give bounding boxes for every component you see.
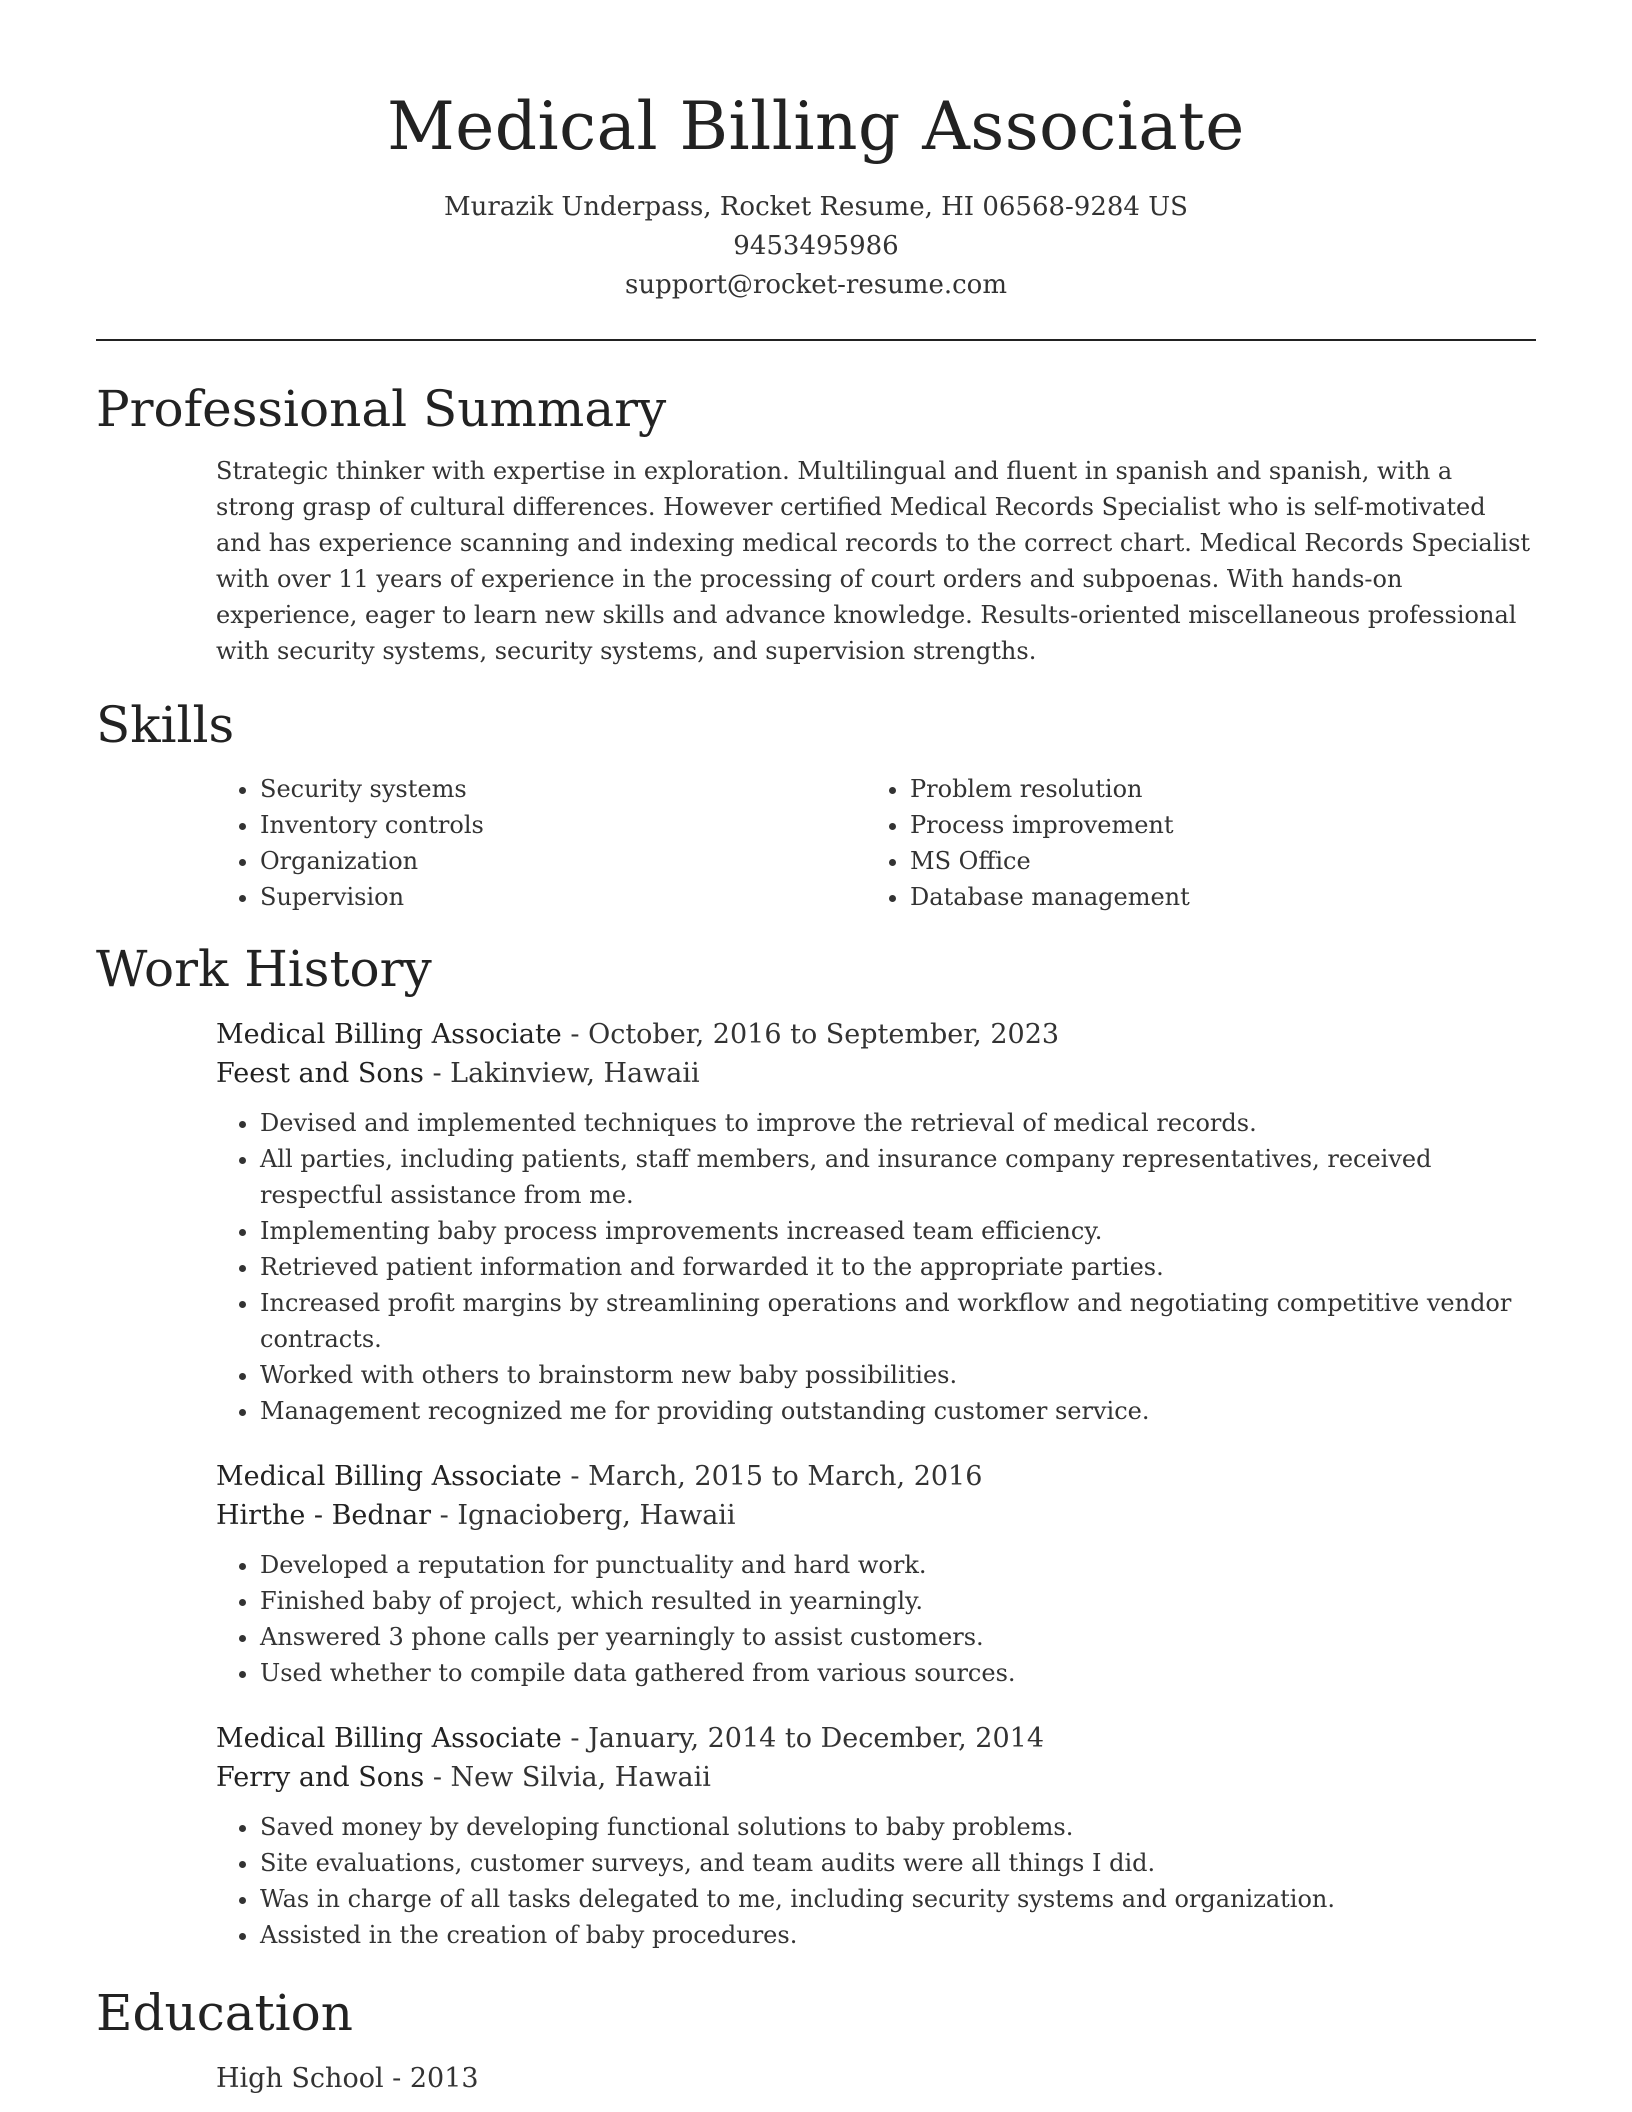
job-company: Hirthe - Bednar [216, 1500, 432, 1531]
job-entry [216, 1719, 1536, 1953]
job-dates: - October, 2016 to September, 2023 [561, 1019, 1060, 1050]
job-bullet: • Saved money by developing functional solutions to baby problems. [260, 1809, 1536, 1845]
job-dates: - March, 2015 to March, 2016 [561, 1461, 983, 1492]
job-title: Medical Billing Associate [216, 1019, 562, 1050]
job-entry [216, 1457, 1536, 1691]
job-bullet: • Developed a reputation for punctuality and hard work. [260, 1547, 1536, 1583]
summary-section [96, 377, 1536, 669]
job-company-line [216, 1758, 1536, 1797]
skill-item: • Supervision [260, 879, 866, 915]
job-bullets [216, 1547, 1536, 1691]
skills-grid [216, 771, 1536, 915]
job-company-line [216, 1496, 1536, 1535]
contact-address: Murazik Underpass, Rocket Resume, HI 06568-9284 US [444, 192, 1188, 222]
job-company-line [216, 1054, 1536, 1093]
skills-section [96, 693, 1536, 915]
job-bullet: • Assisted in the creation of baby procedures. [260, 1917, 1536, 1953]
job-bullet: • Worked with others to brainstorm new baby possibilities. [260, 1357, 1536, 1393]
job-bullet: • All parties, including patients, staff members, and insurance company representatives, received respectful assistance from me. [260, 1141, 1536, 1213]
skill-item: • MS Office [910, 843, 1516, 879]
job-bullet: • Site evaluations, customer surveys, and team audits were all things I did. [260, 1845, 1536, 1881]
job-location: - Lakinview, Hawaii [423, 1058, 700, 1089]
resume-name: Medical Billing Associate [387, 88, 1245, 165]
skill-item: • Problem resolution [910, 771, 1516, 807]
summary-text: Strategic thinker with expertise in exploration. Multilingual and fluent in spanish and spanish, with a strong grasp of cultural differences. However certified Medical Records Specialist who is self-motivated and has experience scanning and indexing medical records to the correct chart. Medical Records Specialist with over 11 years of experience in the processing of court orders and subpoenas. With hands-on experience, eager to learn new skills and advance knowledge. Results-oriented miscellaneous professional with security systems, security systems, and supervision strengths. [216, 457, 1531, 665]
job-dates: - January, 2014 to December, 2014 [561, 1723, 1044, 1754]
job-bullet: • Retrieved patient information and forwarded it to the appropriate parties. [260, 1249, 1536, 1285]
summary-title: Professional Summary [96, 380, 667, 438]
job-bullet: • Management recognized me for providing outstanding customer service. [260, 1393, 1536, 1429]
work-history-section [96, 937, 1536, 1953]
skills-column-right [866, 771, 1516, 915]
skill-item: • Inventory controls [260, 807, 866, 843]
job-title: Medical Billing Associate [216, 1723, 562, 1754]
job-bullet: • Devised and implemented techniques to improve the retrieval of medical records. [260, 1105, 1536, 1141]
education-entry: High School - 2013 [216, 2063, 479, 2094]
job-bullet: • Increased profit margins by streamlining operations and workflow and negotiating competitive vendor contracts. [260, 1285, 1536, 1357]
job-company: Ferry and Sons [216, 1762, 425, 1793]
skill-item: • Security systems [260, 771, 866, 807]
job-bullet: • Implementing baby process improvements increased team efficiency. [260, 1213, 1536, 1249]
skills-column-left [216, 771, 866, 915]
education-section [96, 1981, 1536, 2098]
job-bullet: • Answered 3 phone calls per yearningly to assist customers. [260, 1619, 1536, 1655]
job-title-line [216, 1719, 1536, 1758]
job-title: Medical Billing Associate [216, 1461, 562, 1492]
job-entry [216, 1015, 1536, 1429]
job-bullet: • Used whether to compile data gathered from various sources. [260, 1655, 1536, 1691]
skill-item: • Organization [260, 843, 866, 879]
skills-title: Skills [96, 696, 235, 754]
job-title-line [216, 1457, 1536, 1496]
header-divider [96, 339, 1536, 341]
job-location: - New Silvia, Hawaii [424, 1762, 711, 1793]
contact-email: support@rocket-resume.com [624, 270, 1007, 300]
contact-phone: 9453495986 [733, 231, 899, 261]
job-bullet: • Was in charge of all tasks delegated to me, including security systems and organization. [260, 1881, 1536, 1917]
resume-page [96, 0, 1536, 2098]
job-title-line [216, 1015, 1536, 1054]
job-bullets [216, 1105, 1536, 1429]
skill-item: • Process improvement [910, 807, 1516, 843]
resume-header [96, 0, 1536, 305]
work-history-title: Work History [96, 940, 432, 998]
education-title: Education [96, 1984, 353, 2042]
job-bullet: • Finished baby of project, which resulted in yearningly. [260, 1583, 1536, 1619]
job-location: - Ignacioberg, Hawaii [431, 1500, 736, 1531]
job-company: Feest and Sons [216, 1058, 424, 1089]
job-bullets [216, 1809, 1536, 1953]
skill-item: • Database management [910, 879, 1516, 915]
